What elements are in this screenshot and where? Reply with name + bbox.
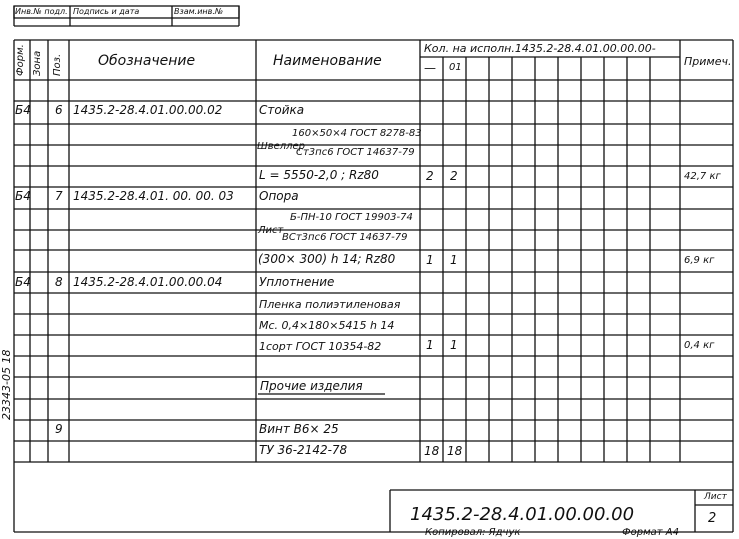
row8-qty1: 1 bbox=[426, 253, 434, 267]
title-sheet-number: 2 bbox=[708, 511, 717, 526]
row8-note: 6,9 кг bbox=[684, 255, 715, 266]
row4-note: 42,7 кг bbox=[684, 171, 721, 182]
row2-name: 160×50×4 ГОСТ 8278-83 bbox=[292, 128, 422, 139]
row5-name: Опора bbox=[259, 189, 299, 203]
header-name: Наименование bbox=[273, 53, 382, 69]
row5-designation: 1435.2-28.4.01. 00. 00. 03 bbox=[73, 189, 234, 203]
row1-format: Б4 bbox=[15, 103, 31, 117]
row5-format: Б4 bbox=[15, 189, 31, 203]
row9-designation: 1435.2-28.4.01.00.00.04 bbox=[73, 275, 223, 289]
row4-qty1: 2 bbox=[426, 169, 434, 183]
row11-name: Мс. 0,4×180×5415 h 14 bbox=[259, 319, 395, 332]
title-format: Формат А4 bbox=[622, 527, 679, 538]
title-copied: Копировал: Ядчук bbox=[425, 527, 521, 538]
row6-name: Б-ПН-10 ГОСТ 19903-74 bbox=[290, 212, 413, 223]
row17-qty1: 18 bbox=[424, 444, 440, 458]
stamp-replace-label: Взам.инв.№ bbox=[174, 7, 224, 16]
row12-note: 0,4 кг bbox=[684, 340, 715, 351]
header-format: Форм. bbox=[15, 44, 26, 76]
row9-pos: 8 bbox=[55, 275, 63, 289]
row8-name: (300× 300) h 14; Rz80 bbox=[258, 252, 396, 266]
row17-name: ТУ 36-2142-78 bbox=[259, 443, 348, 457]
row4-name: L = 5550-2,0 ; Rz80 bbox=[259, 168, 379, 182]
row12-qty2: 1 bbox=[450, 338, 458, 352]
row10-name: Пленка полиэтиленовая bbox=[259, 298, 401, 311]
row17-qty2: 18 bbox=[447, 444, 463, 458]
row1-pos: 6 bbox=[55, 103, 63, 117]
row7-name2: ВСт3пс6 ГОСТ 14637-79 bbox=[282, 232, 408, 243]
header-variant-01: 01 bbox=[449, 62, 462, 73]
row7-name: Лист bbox=[258, 225, 284, 236]
row12-name: 1сорт ГОСТ 10354-82 bbox=[259, 340, 382, 353]
row1-name: Стойка bbox=[259, 103, 305, 117]
stamp-sign-label: Подпись и дата bbox=[73, 7, 140, 16]
row14-name: Прочие изделия bbox=[260, 379, 363, 393]
row1-designation: 1435.2-28.4.01.00.00.02 bbox=[73, 103, 223, 117]
header-qty-title: Кол. на исполн.1435.2-28.4.01.00.00.00- bbox=[424, 42, 656, 55]
title-sheet-label: Лист bbox=[704, 492, 727, 502]
stamp-inv-label: Инв.№ подл. bbox=[15, 7, 68, 16]
row5-pos: 7 bbox=[55, 189, 63, 203]
row16-pos: 9 bbox=[55, 422, 63, 436]
row16-name: Винт В6× 25 bbox=[259, 422, 339, 436]
row3-name: Швеллер bbox=[257, 141, 306, 152]
header-variant-dash: — bbox=[424, 61, 436, 75]
row3-name2: Ст3пс6 ГОСТ 14637-79 bbox=[296, 147, 415, 158]
row8-qty2: 1 bbox=[450, 253, 458, 267]
row9-name: Уплотнение bbox=[259, 275, 335, 289]
row9-format: Б4 bbox=[15, 275, 31, 289]
header-designation: Обозначение bbox=[98, 53, 196, 69]
header-zone: Зона bbox=[32, 50, 43, 76]
row12-qty1: 1 bbox=[426, 338, 434, 352]
header-pos: Поз. bbox=[52, 53, 63, 76]
header-note: Примеч. bbox=[684, 55, 732, 68]
row4-qty2: 2 bbox=[450, 169, 458, 183]
title-designation: 1435.2-28.4.01.00.00.00 bbox=[410, 504, 635, 525]
side-number: 23343-05 18 bbox=[0, 349, 13, 420]
